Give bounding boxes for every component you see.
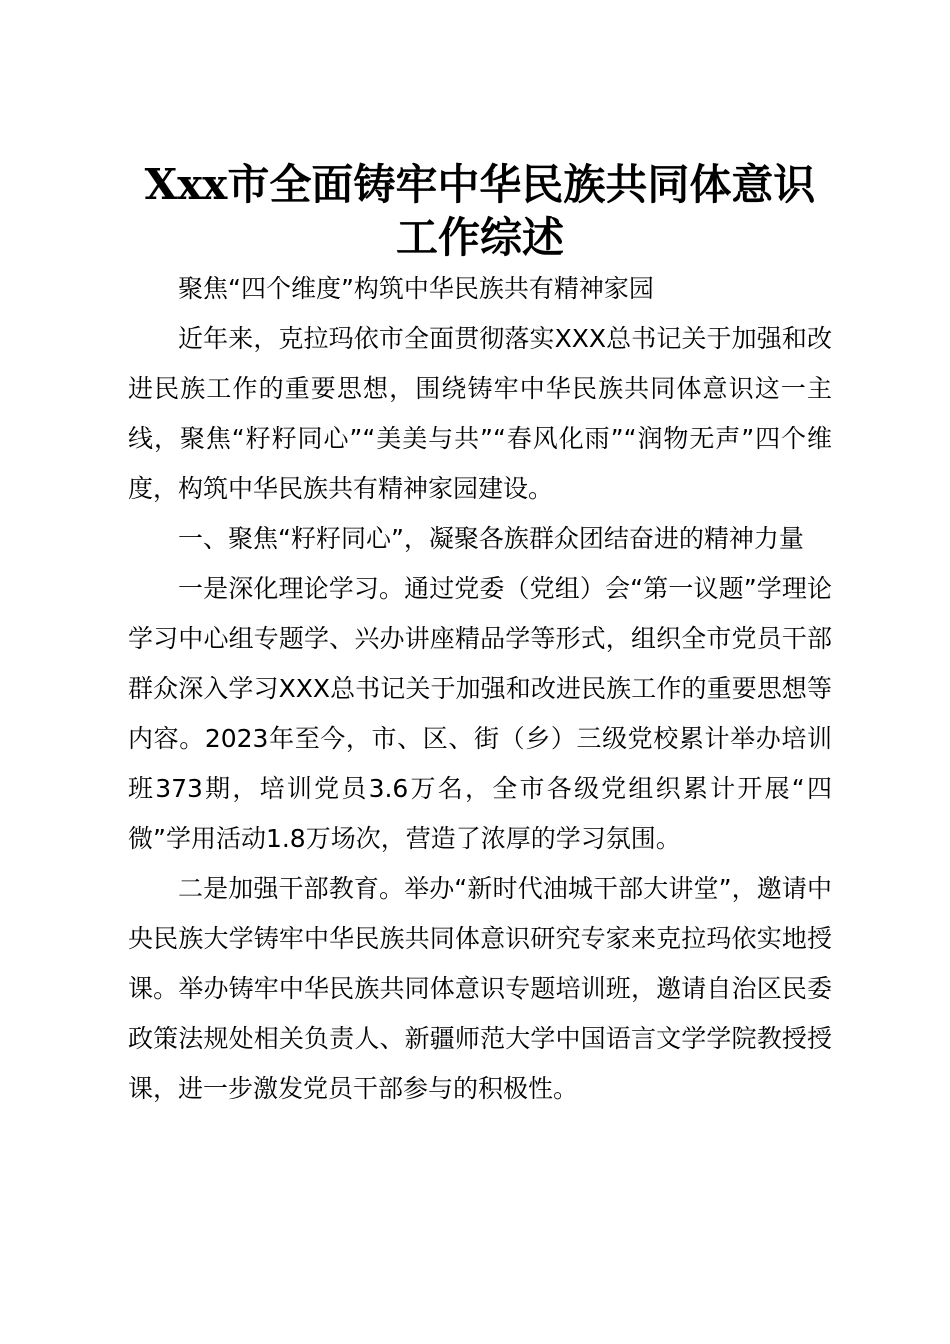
paragraph-theory-study: 一是深化理论学习。通过党委（党组）会“第一议题”学理论学习中心组专题学、兴办讲座精品学等形式，组织全市党员干部群众深入学习XXX总书记关于加强和改进民族工作的重要思想等内容。2023年至今，市、区、街（乡）三级党校累计举办培训班373期，培训党员3.6万名，全市各级党组织累计开展“四微”学用活动1.8万场次，营造了浓厚的学习氛围。 xyxy=(128,574,832,853)
document-subtitle: 聚焦“四个维度”构筑中华民族共有精神家园 xyxy=(178,274,654,303)
document-title: Xxx市全面铸牢中华民族共同体意识工作综述 xyxy=(144,160,816,262)
paragraph-intro: 近年来，克拉玛依市全面贯彻落实XXX总书记关于加强和改进民族工作的重要思想，围绕铸牢中华民族共同体意识这一主线，聚焦“籽籽同心”“美美与共”“春风化雨”“润物无声”四个维度，构筑中华民族共有精神家园建设。 xyxy=(128,324,832,503)
section-heading-1: 一、聚焦“籽籽同心”，凝聚各族群众团结奋进的精神力量 xyxy=(178,524,804,553)
paragraph-cadre-education: 二是加强干部教育。举办“新时代油城干部大讲堂”，邀请中央民族大学铸牢中华民族共同体意识研究专家来克拉玛依实地授课。举办铸牢中华民族共同体意识专题培训班，邀请自治区民委政策法规处相关负责人、新疆师范大学中国语言文学学院教授授课，进一步激发党员干部参与的积极性。 xyxy=(128,874,832,1103)
document-page xyxy=(128,158,832,1114)
